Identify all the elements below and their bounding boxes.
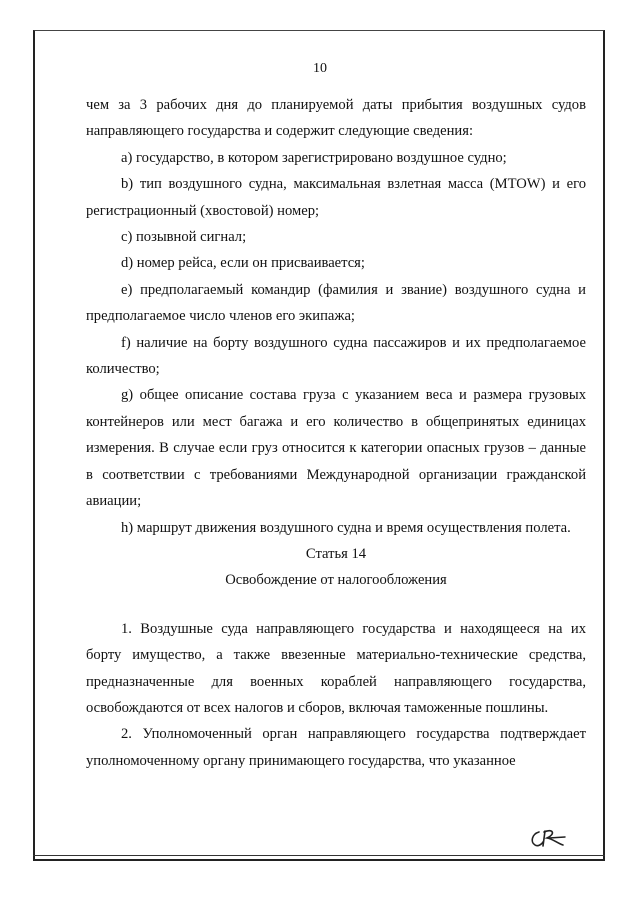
paragraph: 1. Воздушные суда направляющего государства и находящееся на их борту имущество, а также ввезенные материально-технические средства, предназначенные для военных кораблей направляющего государства, освобождаются от всех налогов и сборов, включая таможенные пошлины. bbox=[86, 620, 586, 716]
page-frame-bottom-rule bbox=[33, 855, 605, 861]
paragraph: чем за 3 рабочих дня до планируемой даты прибытия воздушных судов направляющего государства и содержит следующие сведения: bbox=[86, 97, 586, 140]
list-item-d: d) номер рейса, если он присваивается; bbox=[121, 255, 365, 272]
list-item-f: f) наличие на борту воздушного судна пассажиров и их предполагаемое количество; bbox=[86, 334, 586, 378]
article-number: Статья 14 bbox=[305, 545, 367, 562]
spacer bbox=[86, 594, 586, 616]
list-item-e: e) предполагаемый командир (фамилия и звание) воздушного судна и предполагаемое число членов его экипажа; bbox=[86, 281, 586, 325]
list-item-a: a) государство, в котором зарегистрировано воздушное судно; bbox=[121, 149, 507, 166]
document-body bbox=[86, 92, 586, 774]
article-title: Освобождение от налогообложения bbox=[225, 572, 447, 589]
list-item-b: b) тип воздушного судна, максимальная взлетная масса (MTOW) и его регистрационный (хвостовой) номер; bbox=[86, 176, 586, 219]
list-item-h: h) маршрут движения воздушного судна и время осуществления полета. bbox=[121, 519, 571, 536]
list-item-c: c) позывной сигнал; bbox=[121, 229, 247, 246]
list-item-g: g) общее описание состава груза с указанием веса и размера грузовых контейнеров или мест багажа и его количество в общепринятых единицах измерения. В случае если груз относится к категории опасных грузов – данные в соответствии с требованиями Международной организации гражданской авиации; bbox=[86, 387, 586, 510]
page-number: 10 bbox=[313, 61, 327, 76]
paragraph: 2. Уполномоченный орган направляющего государства подтверждает уполномоченному органу принимающего государства, что указанное bbox=[86, 726, 586, 769]
initials-signature bbox=[527, 826, 575, 850]
